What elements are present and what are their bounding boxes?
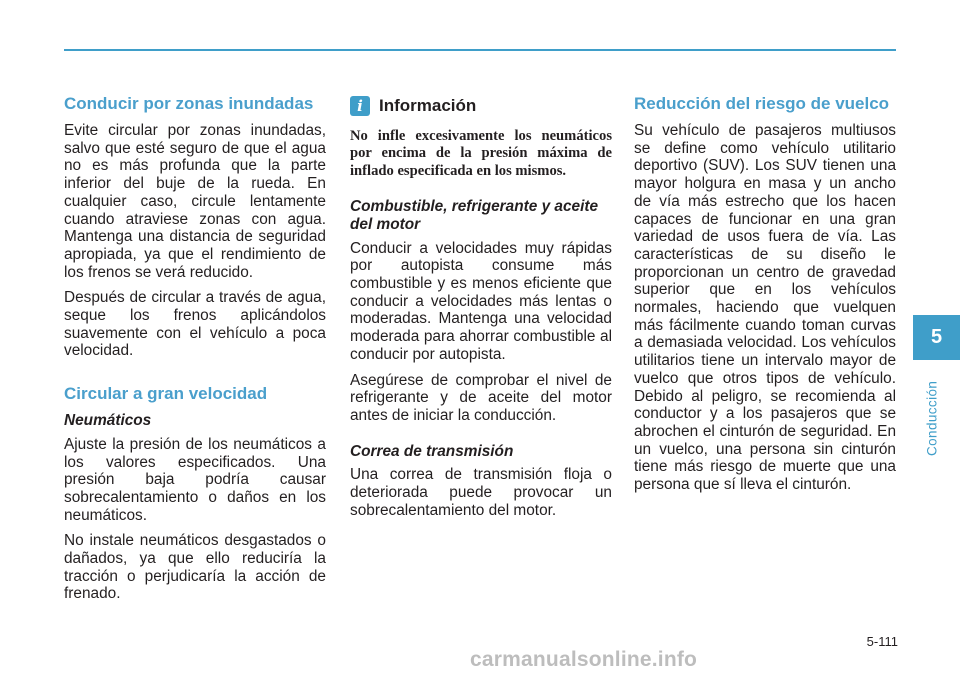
paragraph-tires-1: Ajuste la presión de los neumáticos a los valores especificados. Una presión baja podría causar sobrecalentamiento o daños en los neumáticos. (64, 435, 326, 524)
subheading-drive-belt: Correa de transmisión (350, 442, 514, 460)
subheading-tires: Neumáticos (64, 412, 152, 430)
paragraph-tires-2: No instale neumáticos desgastados o dañados, ya que ello reduciría la tracción o perjudicaría la acción de frenado. (64, 532, 326, 603)
top-rule (64, 49, 896, 51)
spacer (64, 368, 326, 384)
paragraph-drive-belt: Una correa de transmisión floja o deteriorada puede provocar un sobrecalentamiento del motor. (350, 466, 612, 519)
heading-high-speed: Circular a gran velocidad (64, 384, 268, 404)
info-text: No infle excesivamente los neumáticos por encima de la presión máxima de inflado especificada en los mismos. (350, 128, 612, 179)
heading-flood-driving: Conducir por zonas inundadas (64, 94, 314, 113)
spacer (350, 188, 612, 198)
paragraph-fuel-2: Asegúrese de comprobar el nivel de refrigerante y de aceite del motor antes de iniciar la conducción. (350, 371, 612, 424)
paragraph-flood-2: Después de circular a través de agua, seque los frenos aplicándolos suavemente con el vehículo a poca velocidad. (64, 289, 326, 360)
heading-rollover-risk: Reducción del riesgo de vuelco (634, 94, 890, 113)
info-icon (350, 96, 370, 116)
chapter-label: Conducción (924, 380, 940, 456)
watermark: carmanualsonline.info (470, 648, 698, 671)
paragraph-rollover: Su vehículo de pasajeros multiusos se define como vehículo utilitario deportivo (SUV). Los SUV tienen una mayor holgura en masa y un ancho de vía más estrecho que los hacen capaces de funcionar en una gran variedad de usos fuera de vía. Las características de su diseño le proporcionan un centro de gravedad superior que en los vehículos normales, haciendo que vuelquen más fácilmente cuando toman curvas a demasiada velocidad. Los vehículos utilitarios tiene un intervalo mayor de vuelco que otros tipos de vehículo. Debido al peligro, se recomienda al conductor y a los pasajeros que se abrochen el cinturón de seguridad. En un vuelco, una persona sin cinturón tiene más riesgo de muerte que una persona que sí lleva el cinturón. (634, 122, 896, 494)
subheading-fuel-coolant-oil: Combustible, refrigerante y aceite del motor (350, 198, 599, 233)
paragraph-fuel-1: Conducir a velocidades muy rápidas por autopista consume más combustible y es menos eficiente que conducir a velocidades más lentas o moderadas. Mantenga una velocidad moderada para ahorrar combustible al conducir por autopista. (350, 239, 612, 363)
column-2 (350, 94, 612, 527)
page-number: 5-111 (866, 634, 898, 649)
paragraph-flood-1: Evite circular por zonas inundadas, salvo que esté seguro de que el agua no es más profunda que la parte inferior del buje de la rueda. En cualquier caso, circule lentamente cuando atraviese zonas con agua. Mantenga una distancia de seguridad apropiada, ya que el rendimiento de los frenos se verá reducido. (64, 122, 326, 281)
info-title: Información (379, 96, 477, 116)
column-3 (634, 94, 896, 502)
column-1 (64, 94, 326, 611)
chapter-number-tab: 5 (913, 315, 960, 360)
info-icon-glyph: i (357, 96, 363, 115)
spacer (350, 433, 612, 443)
info-box-header (350, 96, 612, 116)
